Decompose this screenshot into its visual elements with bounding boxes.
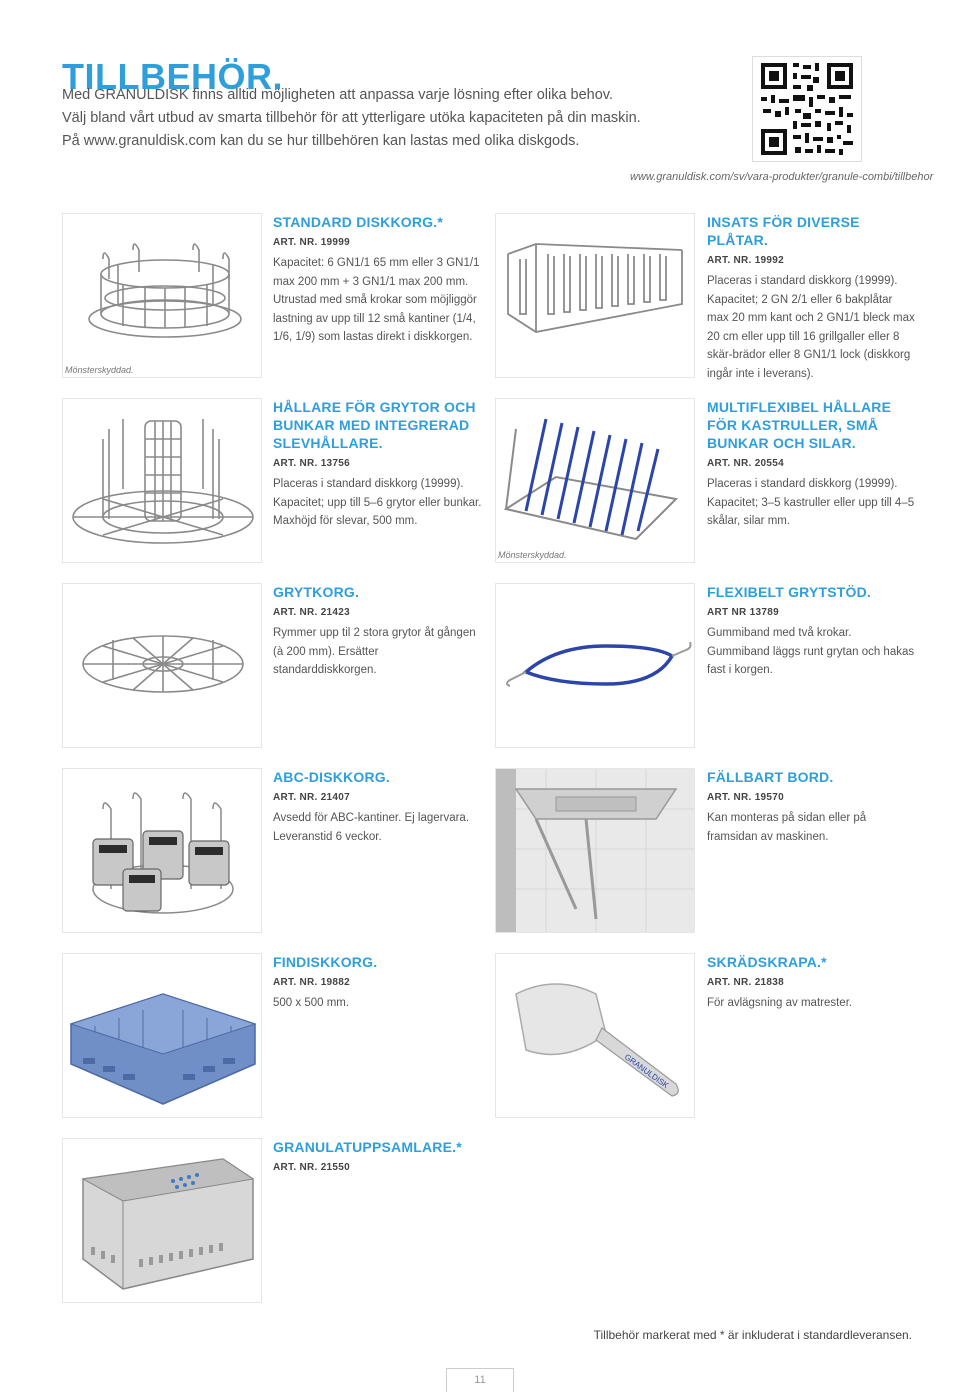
item-description: Avsedd för ABC-kantiner. Ej lagervara. Leveranstid 6 veckor. [273,812,470,843]
wire-basket-illustration [63,214,261,377]
multiflex-rack-illustration [496,399,694,562]
item-abc [273,768,483,846]
qr-url-link[interactable]: www.granuldisk.com/sv/vara-produkter/granule-combi/tillbehor [630,171,934,183]
intro-text [62,84,702,153]
plate-rack-illustration [496,214,694,377]
fallbart-bord-image [495,768,695,933]
article-number: ART. NR. 13756 [273,458,351,469]
item-standard-diskkorg [273,213,483,347]
article-number: ART. NR. 21423 [273,607,351,618]
findisk-image [62,953,262,1118]
article-number: ART. NR. 19999 [273,237,351,248]
item-title: MULTIFLEXIBEL HÅLLARE FÖR KASTRULLER, SMÅ BUNKAR OCH SILAR. [707,399,892,451]
item-title: GRANULATUPPSAMLARE.* [273,1139,462,1155]
item-skrapa [707,953,917,1013]
item-description: För avlägsning av matrester. [707,997,853,1009]
item-hallare [273,398,483,531]
hallare-image [62,398,262,563]
pot-holder-illustration [63,399,261,562]
item-description: Placeras i standard diskkorg (19999). Kapacitet; upp till 5–6 grytor eller bunkar. Maxhöjd för slevar, 500 mm. [273,478,482,527]
item-multiflex [707,398,917,531]
patent-caption: Mönsterskyddad. [498,550,567,560]
intro-line-1: Med GRANULDISK finns alltid möjligheten att anpassa varje lösning efter olika behov. [62,87,614,103]
scraper-illustration [496,954,694,1117]
item-title: FÄLLBART BORD. [707,769,834,785]
insats-image [495,213,695,378]
item-title: FLEXIBELT GRYTSTÖD. [707,584,872,600]
flexibelt-image [495,583,695,748]
article-number: ART. NR. 20554 [707,458,785,469]
granulat-image [62,1138,262,1303]
page-number: 11 [446,1368,514,1392]
blue-crate-illustration [63,954,261,1117]
article-number: ART. NR. 21407 [273,792,351,803]
item-granulat [273,1138,483,1179]
abc-basket-illustration [63,769,261,932]
item-title: GRYTKORG. [273,584,360,600]
item-description: Placeras i standard diskkorg (19999). Kapacitet; 3–5 kastruller eller upp till 4–5 skålar, silar mm. [707,478,915,527]
item-description: Kapacitet: 6 GN1/1 65 mm eller 3 GN1/1 max 200 mm + 3 GN1/1 max 200 mm. Utrustad med små krokar som möjliggör lastning av upp till 12 små kantiner (1/4, 1/6, 1/9) som lastas direkt i diskkorgen. [273,257,480,343]
article-number: ART. NR. 19570 [707,792,785,803]
grytkorg-image [62,583,262,748]
item-flexibelt [707,583,917,680]
article-number: ART NR 13789 [707,607,779,618]
footnote: Tillbehör markerat med * är inkluderat i standardleveransen. [593,1328,912,1342]
item-title: INSATS FÖR DIVERSE PLÅTAR. [707,214,860,248]
scraper-logo-text: GRANULDISK [622,1052,671,1091]
granulate-collector-illustration [63,1139,261,1302]
item-description: Gummiband med två krokar. Gummiband läggs runt grytan och hakas fast i korgen. [707,627,915,676]
skrapa-image [495,953,695,1118]
item-description: Rymmer upp til 2 stora grytor åt gången (à 200 mm). Ersätter standarddiskkorgen. [273,627,476,676]
multiflex-image [495,398,695,563]
pot-basket-illustration [63,584,261,747]
item-description: Kan monteras på sidan eller på framsidan av maskinen. [707,812,867,843]
item-title: ABC-DISKKORG. [273,769,390,785]
standard-basket-image [62,213,262,378]
item-title: FINDISKKORG. [273,954,378,970]
article-number: ART. NR. 19882 [273,977,351,988]
qr-code-graphic [753,57,861,161]
item-description: 500 x 500 mm. [273,997,350,1009]
article-number: ART. NR. 21550 [273,1162,351,1173]
page-title: TILLBEHÖR. [62,56,283,97]
qr-code[interactable] [752,56,862,162]
item-title: HÅLLARE FÖR GRYTOR OCH BUNKAR MED INTEGRERAD SLEVHÅLLARE. [273,399,476,451]
rubber-band-illustration [496,584,694,747]
item-description: Placeras i standard diskkorg (19999). Kapacitet; 2 GN 2/1 eller 6 bakplåtar max 20 mm kant och 2 GN1/1 bleck max 20 cm eller upp till 16 grillgaller eller 8 skär-brädor eller 8 GN1/1 lock (diskkorg ingår inte i leverans). [707,275,915,380]
item-findisk [273,953,483,1013]
item-insats [707,213,917,383]
intro-line-3: På www.granuldisk.com kan du se hur tillbehören kan lastas med olika diskgods. [62,133,580,149]
article-number: ART. NR. 19992 [707,255,785,266]
intro-line-2: Välj bland vårt utbud av smarta tillbehör för att ytterligare utöka kapaciteten på din maskin. [62,110,641,126]
abc-image [62,768,262,933]
item-title: STANDARD DISKKORG.* [273,214,443,230]
item-title: SKRÄDSKRAPA.* [707,954,827,970]
item-grytkorg [273,583,483,680]
article-number: ART. NR. 21838 [707,977,785,988]
item-fallbart [707,768,917,846]
patent-caption: Mönsterskyddad. [65,365,134,375]
folding-table-illustration [496,769,694,932]
